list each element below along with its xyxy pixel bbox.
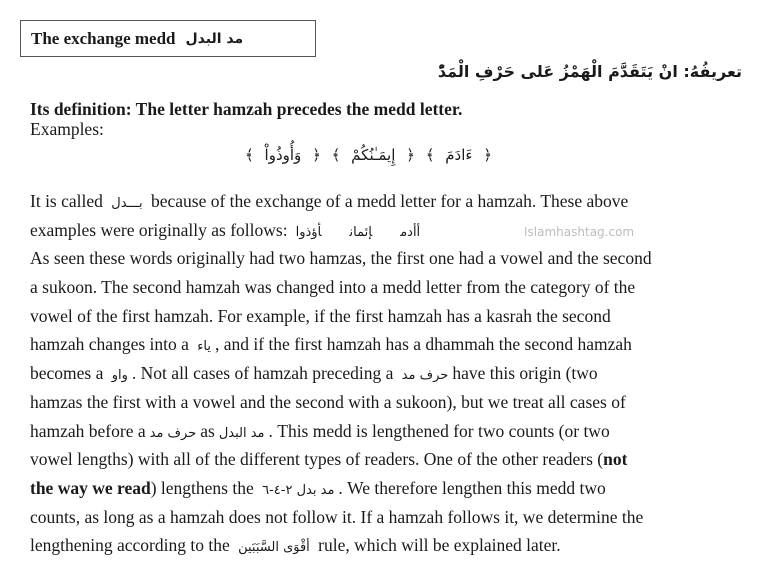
arabic-term: حرف مد xyxy=(401,368,449,384)
arabic-definition: تعريفُهُ: انْ يَتَقَدَّمَ الْهَمْزُ عَلى حَرْفِ الْمَدّْ xyxy=(437,62,742,81)
arabic-term: أقْوَى السَّبَبَين xyxy=(238,540,310,556)
text-line: vowel of the first hamzah. For example, if the first hamzah has a kasrah the second xyxy=(30,305,611,326)
text-line: vowel lengths) with all of the different types of readers. One of the other readers (not xyxy=(30,449,628,470)
arabic-term: أأدم xyxy=(400,224,421,240)
arabic-term: مد البدل xyxy=(218,425,265,441)
text-line: examples were originally as follows: أأدمإئمانأؤذوا xyxy=(30,219,421,240)
text-line: becomes a واو . Not all cases of hamzah preceding a حرف مد have this origin (two xyxy=(30,363,598,384)
text-line: hamzah before a حرف مد as مد البدل . This medd is lengthened for two counts (or two xyxy=(30,420,610,441)
examples-arabic: ﴿ ءَادَمَ ﴾ ﴿ إِيمَـٰنُكُمْ ﴾ ﴿ وَأُوذُواْ ﴾ xyxy=(245,146,493,164)
arabic-term: حرف مد xyxy=(149,425,197,441)
arabic-term: بـــدل xyxy=(111,196,143,211)
emphasis: the way we read xyxy=(30,477,151,498)
section-title-english: The exchange medd xyxy=(31,28,176,48)
text-line: hamzah changes into a ياء , and if the first hamzah has a dhammah the second hamzah xyxy=(30,334,632,355)
emphasis: not xyxy=(603,449,628,470)
text-line: lengthening according to the أقْوَى السَّبَبَين rule, which will be explained later. xyxy=(30,535,561,556)
arabic-term: أؤذوا xyxy=(295,224,322,240)
english-definition: Its definition: The letter hamzah precedes the medd letter. xyxy=(30,99,463,119)
text-line: hamzas the first with a vowel and the second with a sukoon), but we treat all cases of xyxy=(30,391,626,412)
section-title-box xyxy=(20,20,316,57)
text-line: As seen these words originally had two hamzas, the first one had a vowel and the second xyxy=(30,248,652,269)
watermark: Islamhashtag.com xyxy=(524,225,635,239)
body-text xyxy=(30,187,758,560)
text-line: a sukoon. The second hamzah was changed into a medd letter from the category of the xyxy=(30,277,636,298)
arabic-term: مد بدل ٢-٤-٦ xyxy=(262,482,335,498)
text-line: It is called بـــدل because of the exchange of a medd letter for a hamzah. These above xyxy=(30,191,629,211)
arabic-term: ياء xyxy=(197,339,211,355)
section-title-arabic: مد البدل xyxy=(185,30,244,47)
arabic-term: واو xyxy=(111,368,128,384)
text-line: the way we read) lengthens the مد بدل ٢-٤-٦ . We therefore lengthen this medd two xyxy=(30,477,606,498)
arabic-term: إئمان xyxy=(349,224,373,240)
text-line: counts, as long as a hamzah does not follow it. If a hamzah follows it, we determine the xyxy=(30,506,644,527)
examples-label: Examples: xyxy=(30,119,104,139)
